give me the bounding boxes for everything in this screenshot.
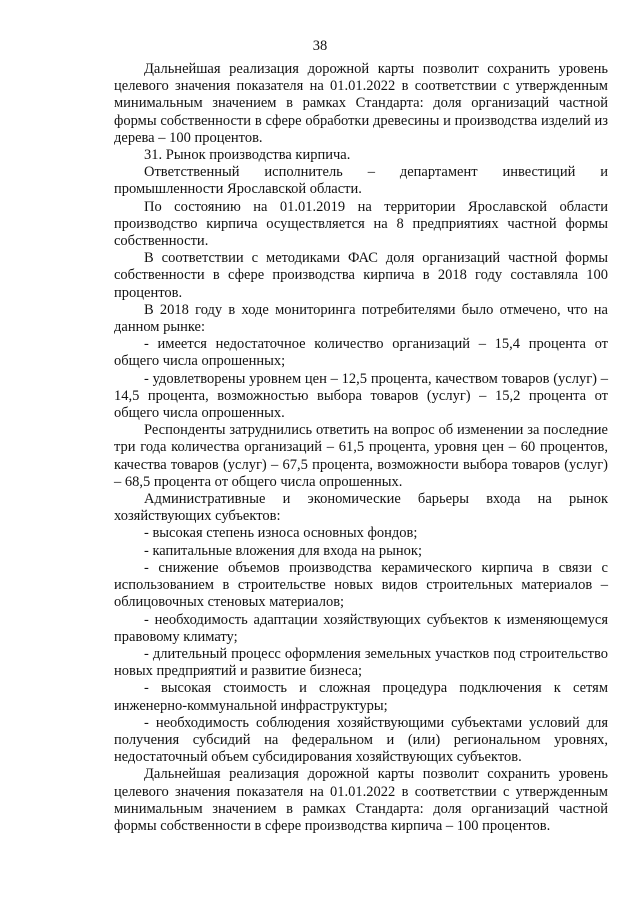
list-item: - необходимость адаптации хозяйствующих субъектов к изменяющемуся правовому климату; <box>114 611 608 645</box>
list-item: - высокая стоимость и сложная процедура подключения к сетям инженерно-коммунальной инфраструктуры; <box>114 680 608 714</box>
list-item: - необходимость соблюдения хозяйствующими субъектами условий для получения субсидий на федеральном и (или) региональном уровнях, недостаточный объем субсидирования хозяйствующих субъектов. <box>114 714 608 766</box>
page-number: 38 <box>312 38 328 54</box>
paragraph: В 2018 году в ходе мониторинга потребителями было отмечено, что на данном рынке: <box>114 301 608 336</box>
list-item: - высокая степень износа основных фондов; <box>144 525 418 542</box>
paragraph: По состоянию на 01.01.2019 на территории Ярославской области производство кирпича осуществляется на 8 предприятиях частной формы собственности. <box>114 198 608 250</box>
paragraph: Респонденты затруднились ответить на вопрос об изменении за последние три года количества организаций – 61,5 процента, уровня цен – 60 процентов, качества товаров (услуг) – 67,5 процента, возможности выбора товаров (услуг) – 68,5 процента от общего числа опрошенных. <box>114 422 608 490</box>
list-item: - удовлетворены уровнем цен – 12,5 процента, качеством товаров (услуг) – 14,5 процента, возможностью выбора товаров (услуг) – 15,2 процента от общего числа опрошенных. <box>114 370 608 422</box>
document-body <box>114 61 608 835</box>
list-item: - имеется недостаточное количество организаций – 15,4 процента от общего числа опрошенных; <box>114 336 608 370</box>
paragraph: Дальнейшая реализация дорожной карты позволит сохранить уровень целевого значения показателя на 01.01.2022 в соответствии с утвержденным минимальным значением в рамках Стандарта: доля организаций частной формы собственности в сфере обработки древесины и производства изделий из дерева – 100 процентов. <box>114 61 608 146</box>
section-heading: 31. Рынок производства кирпича. <box>144 147 351 164</box>
paragraph: В соответствии с методиками ФАС доля организаций частной формы собственности в сфере производства кирпича в 2018 году составляла 100 процентов. <box>114 250 608 301</box>
paragraph: Дальнейшая реализация дорожной карты позволит сохранить уровень целевого значения показателя на 01.01.2022 в соответствии с утвержденным минимальным значением в рамках Стандарта: доля организаций частной формы собственности в сфере производства кирпича – 100 процентов. <box>114 766 608 834</box>
paragraph: Ответственный исполнитель – департамент инвестиций и промышленности Ярославской области. <box>114 164 608 198</box>
list-item: - длительный процесс оформления земельных участков под строительство новых предприятий и развитие бизнеса; <box>114 645 608 680</box>
list-item: - снижение объемов производства керамического кирпича в связи с использованием в строительстве новых видов строительных материалов – облицовочных стеновых материалов; <box>114 559 608 611</box>
list-item: - капитальные вложения для входа на рынок; <box>144 542 423 559</box>
paragraph: Административные и экономические барьеры входа на рынок хозяйствующих субъектов: <box>114 491 608 525</box>
